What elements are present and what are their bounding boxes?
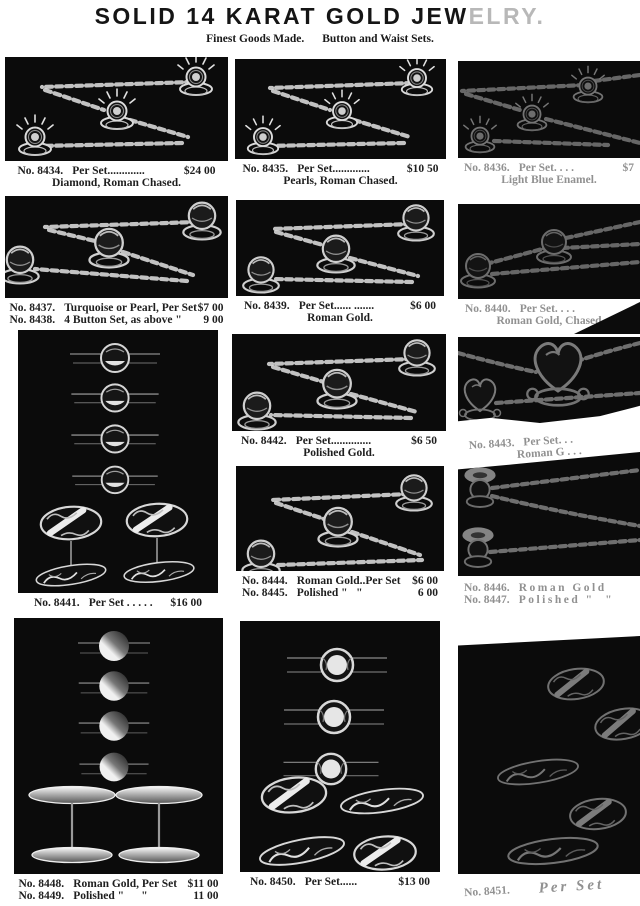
product-card-8451 [458, 636, 640, 900]
product-number: No. 8435. [242, 163, 289, 175]
product-desc: Per Set [538, 876, 605, 897]
product-number: No. 8450. [250, 876, 296, 888]
caption-line [242, 587, 438, 599]
page-title-main: SOLID 14 KARAT GOLD JEW [94, 3, 469, 29]
product-number: No. 8445. [242, 587, 288, 599]
product-card-8436 [458, 61, 640, 186]
caption-line [18, 165, 216, 177]
caption-line [464, 877, 634, 899]
product-photo-8446 [458, 452, 640, 576]
product-photo-8439 [236, 200, 444, 296]
product-price [628, 430, 629, 442]
caption-8439 [244, 300, 436, 324]
product-material: Diamond, Roman Chased. [51, 177, 182, 189]
product-desc: Per Set. . . . [519, 303, 576, 315]
product-card-8443 [458, 337, 640, 459]
caption-line [464, 594, 634, 606]
product-number: No. 8443. [468, 437, 515, 452]
product-price: $10 50 [406, 163, 439, 175]
subtitle-right: Button and Waist Sets. [322, 33, 434, 45]
product-desc: Polished " " [518, 594, 615, 606]
product-number: No. 8438. [9, 314, 56, 326]
button-set-art [14, 618, 223, 874]
product-material: Roman G . . . [516, 445, 583, 461]
chain-button-set-art [235, 59, 446, 159]
product-desc: Per Set. . . [523, 433, 574, 449]
product-photo-8434 [5, 57, 228, 161]
product-desc: Per Set............. [72, 165, 145, 177]
product-number: No. 8441. [34, 597, 80, 609]
caption-line [464, 162, 634, 174]
chain-button-set-art [458, 61, 640, 158]
caption-8448 [19, 878, 219, 902]
product-desc: Per Set.............. [295, 435, 372, 447]
product-photo-8451 [458, 636, 640, 874]
chain-button-set-art [458, 204, 640, 299]
caption-8437 [10, 302, 224, 326]
product-desc: Per Set . . . . . [88, 597, 153, 609]
chain-button-set-art [5, 57, 228, 161]
product-photo-8435 [235, 59, 446, 159]
product-price: $7 [622, 162, 634, 174]
product-desc: Roman Gold, Per Set [73, 878, 178, 890]
product-card-8434 [5, 57, 228, 189]
product-desc: Per Set. . . . [518, 162, 575, 174]
product-material: Polished Gold. [303, 447, 375, 459]
caption-line [241, 435, 437, 447]
product-price: $6 00 [410, 300, 436, 312]
product-price: $6 00 [412, 575, 438, 587]
caption-line [243, 163, 439, 175]
caption-line [465, 303, 633, 315]
chain-button-set-art [236, 466, 444, 571]
page-subtitle [0, 33, 640, 45]
button-set-art [240, 621, 440, 872]
heart-button-chain-art [458, 337, 640, 423]
caption-8436 [464, 162, 634, 186]
product-price: 11 00 [193, 890, 219, 902]
product-number: No. 8449. [18, 890, 65, 902]
product-price: $11 00 [187, 878, 219, 890]
product-photo-8450 [240, 621, 440, 872]
product-price: $13 00 [398, 876, 430, 888]
caption-8441 [34, 597, 202, 609]
product-photo-8441 [18, 330, 218, 593]
product-card-8439 [236, 200, 444, 324]
product-material: Roman Gold. [307, 312, 373, 324]
caption-line [34, 597, 202, 609]
page-title [0, 3, 640, 30]
product-number: No. 8440. [465, 303, 511, 315]
caption-8442 [241, 435, 437, 459]
product-material: Roman Gold, Chased [496, 315, 602, 327]
product-number: No. 8444. [242, 575, 288, 587]
button-set-art [458, 636, 640, 874]
caption-line [242, 575, 438, 587]
product-desc: Polished " " [73, 890, 148, 902]
caption-line [10, 314, 224, 326]
button-set-art [18, 330, 218, 593]
product-photo-8436 [458, 61, 640, 158]
product-number: No. 8434. [17, 165, 64, 177]
product-number: No. 8437. [9, 302, 56, 314]
product-desc: Roman Gold [518, 582, 607, 594]
product-photo-8440 [458, 204, 640, 299]
product-number: No. 8451. [463, 884, 511, 900]
product-desc: Per Set............. [297, 163, 370, 175]
caption-8450 [250, 876, 430, 888]
product-price: 9 00 [203, 314, 224, 326]
product-desc: Roman Gold..Per Set [296, 575, 401, 587]
product-price: $6 50 [411, 435, 437, 447]
chain-button-set-art [236, 200, 444, 296]
product-price: 6 00 [417, 587, 438, 599]
page-title-faded-part: ELRY. [468, 3, 546, 29]
product-card-8435 [235, 59, 446, 187]
chain-button-set-art [232, 334, 446, 431]
product-desc: Turquoise or Pearl, Per Set [64, 302, 197, 314]
product-card-8448 [14, 618, 223, 902]
product-photo-8437 [5, 196, 228, 298]
product-number: No. 8436. [464, 162, 510, 174]
product-photo-8442 [232, 334, 446, 431]
caption-8434 [18, 165, 216, 189]
product-price [633, 877, 634, 889]
product-desc: Per Set...... ....... [298, 300, 375, 312]
product-card-8440 [458, 204, 640, 327]
product-photo-8444 [236, 466, 444, 571]
product-material: Light Blue Enamel. [501, 174, 597, 186]
product-card-8444 [236, 466, 444, 599]
product-card-8441 [18, 330, 218, 609]
subtitle-left: Finest Goods Made. [206, 33, 305, 45]
product-price: $7 00 [197, 302, 224, 314]
caption-8444 [242, 575, 438, 599]
product-photo-8443 [458, 337, 640, 423]
product-number: No. 8446. [464, 582, 510, 594]
caption-8446 [464, 582, 634, 606]
product-price: $24 00 [183, 165, 216, 177]
caption-line [10, 302, 224, 314]
chain-button-set-art [458, 452, 640, 576]
product-card-8450 [240, 621, 440, 888]
product-card-8442 [232, 334, 446, 459]
caption-line [19, 890, 219, 902]
product-desc: Per Set...... [304, 876, 358, 888]
product-number: No. 8439. [244, 300, 290, 312]
product-card-8446 [458, 452, 640, 606]
product-price: $16 00 [170, 597, 202, 609]
caption-line [250, 876, 430, 888]
product-desc: Polished " " [296, 587, 363, 599]
product-photo-8448 [14, 618, 223, 874]
caption-line [244, 300, 436, 312]
caption-line [19, 878, 219, 890]
caption-8451 [464, 877, 634, 899]
caption-8435 [243, 163, 439, 187]
product-number: No. 8447. [464, 594, 510, 606]
product-number: No. 8448. [18, 878, 65, 890]
chain-button-set-art [5, 196, 228, 298]
product-desc: 4 Button Set, as above " [64, 314, 182, 326]
product-number: No. 8442. [241, 435, 287, 447]
product-material: Pearls, Roman Chased. [283, 175, 398, 187]
caption-line [464, 582, 634, 594]
product-card-8437 [5, 196, 228, 326]
